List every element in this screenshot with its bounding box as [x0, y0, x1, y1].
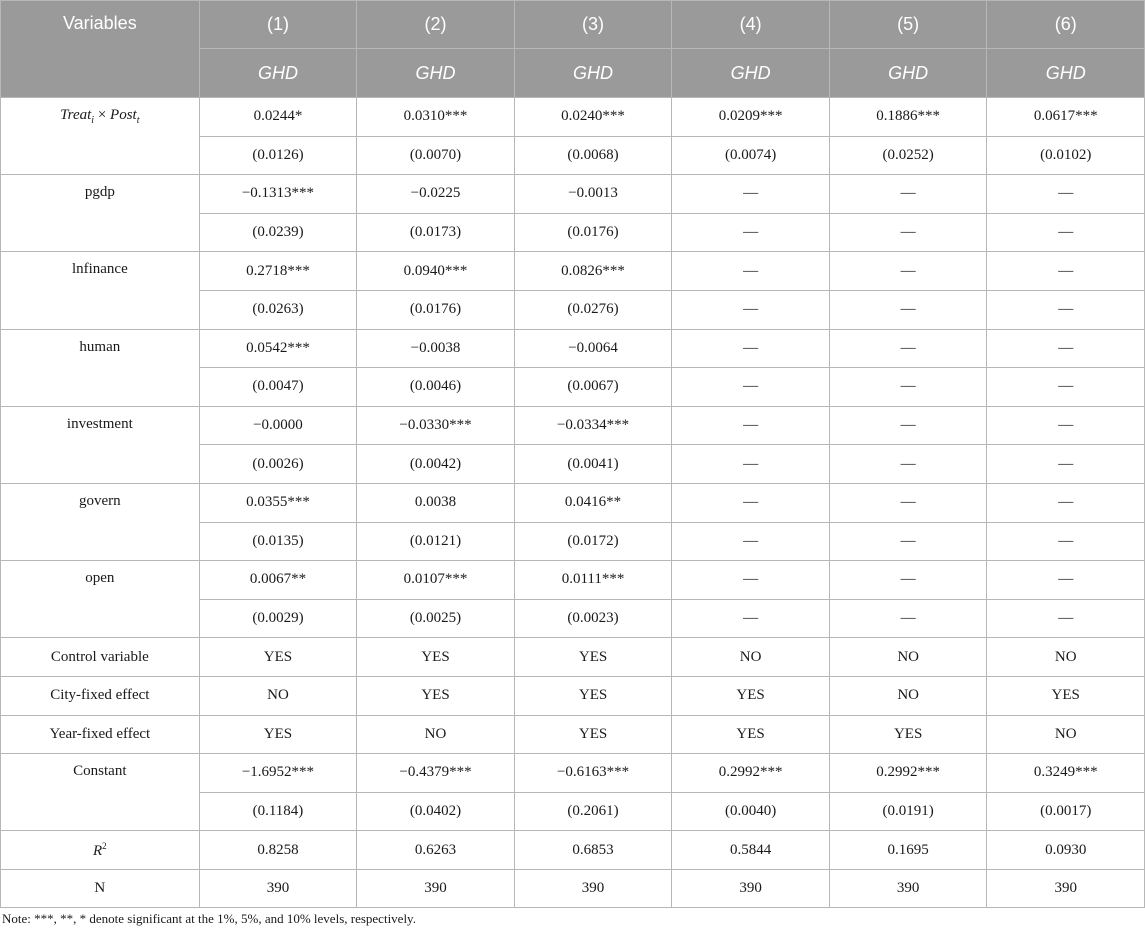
- coef-cell: 0.0826***: [514, 252, 672, 291]
- se-cell: (0.0191): [829, 792, 987, 831]
- se-cell: (0.0176): [357, 290, 515, 329]
- coef-cell: −0.0334***: [514, 406, 672, 445]
- table-row: [1, 561, 1145, 600]
- coef-cell: 0.0542***: [199, 329, 357, 368]
- table-row: [1, 676, 1145, 715]
- se-cell: (0.0040): [672, 792, 830, 831]
- se-cell: —: [987, 599, 1145, 638]
- coef-cell: —: [829, 483, 987, 522]
- coef-cell: —: [672, 561, 830, 600]
- se-cell: —: [829, 599, 987, 638]
- column-header: (1): [199, 1, 357, 49]
- table-row: [1, 869, 1145, 908]
- coef-cell: —: [672, 483, 830, 522]
- coef-cell: 0.0416**: [514, 483, 672, 522]
- coef-cell: −0.6163***: [514, 754, 672, 793]
- coef-cell: 0.0940***: [357, 252, 515, 291]
- value-cell: YES: [987, 676, 1145, 715]
- coef-cell: −1.6952***: [199, 754, 357, 793]
- times-symbol: ×: [94, 107, 111, 123]
- se-cell: (0.0402): [357, 792, 515, 831]
- dependent-variable-header: GHD: [829, 49, 987, 98]
- column-header: (4): [672, 1, 830, 49]
- se-cell: (0.0126): [199, 136, 357, 175]
- coef-cell: −0.0038: [357, 329, 515, 368]
- se-cell: (0.0029): [199, 599, 357, 638]
- se-cell: —: [829, 290, 987, 329]
- coef-cell: —: [987, 175, 1145, 214]
- row-label-control-variable: Control variable: [1, 638, 200, 677]
- value-cell: NO: [672, 638, 830, 677]
- value-cell: YES: [672, 715, 830, 754]
- coef-cell: —: [987, 561, 1145, 600]
- coef-cell: 0.3249***: [987, 754, 1145, 793]
- coef-cell: —: [987, 406, 1145, 445]
- value-cell: 0.6853: [514, 831, 672, 870]
- se-cell: (0.0074): [672, 136, 830, 175]
- row-label-govern: govern: [1, 483, 200, 560]
- dependent-variable-header: GHD: [357, 49, 515, 98]
- table-row: [1, 329, 1145, 368]
- coef-cell: —: [829, 329, 987, 368]
- coef-cell: 0.0111***: [514, 561, 672, 600]
- se-cell: (0.0176): [514, 213, 672, 252]
- se-cell: —: [987, 368, 1145, 407]
- se-cell: —: [829, 445, 987, 484]
- coef-cell: —: [987, 483, 1145, 522]
- row-label-lnfinance: lnfinance: [1, 252, 200, 329]
- se-cell: (0.0046): [357, 368, 515, 407]
- value-cell: 0.8258: [199, 831, 357, 870]
- se-cell: (0.0042): [357, 445, 515, 484]
- se-cell: (0.0017): [987, 792, 1145, 831]
- se-cell: —: [672, 368, 830, 407]
- se-cell: —: [672, 445, 830, 484]
- coef-cell: −0.0000: [199, 406, 357, 445]
- coef-cell: 0.2992***: [829, 754, 987, 793]
- table-row: [1, 715, 1145, 754]
- row-label-treat-post: [1, 98, 200, 175]
- r-superscript: 2: [102, 840, 107, 851]
- se-cell: (0.0135): [199, 522, 357, 561]
- row-label-constant: Constant: [1, 754, 200, 831]
- row-label-open: open: [1, 561, 200, 638]
- table-row: [1, 98, 1145, 137]
- treat-subscript: i: [91, 115, 95, 126]
- value-cell: 0.6263: [357, 831, 515, 870]
- row-label-pgdp: pgdp: [1, 175, 200, 252]
- coef-cell: —: [672, 175, 830, 214]
- se-cell: (0.0025): [357, 599, 515, 638]
- se-cell: —: [672, 522, 830, 561]
- coef-cell: —: [672, 252, 830, 291]
- table-row: [1, 252, 1145, 291]
- value-cell: NO: [199, 676, 357, 715]
- coef-cell: 0.0244*: [199, 98, 357, 137]
- se-cell: —: [672, 599, 830, 638]
- header-row-columns: [1, 1, 1145, 49]
- row-label-city-fixed-effect: City-fixed effect: [1, 676, 200, 715]
- se-cell: —: [987, 290, 1145, 329]
- se-cell: (0.1184): [199, 792, 357, 831]
- value-cell: NO: [987, 715, 1145, 754]
- value-cell: YES: [672, 676, 830, 715]
- value-cell: 0.1695: [829, 831, 987, 870]
- column-header: (2): [357, 1, 515, 49]
- column-header: (3): [514, 1, 672, 49]
- coef-cell: —: [987, 329, 1145, 368]
- coef-cell: 0.0107***: [357, 561, 515, 600]
- coef-cell: 0.2718***: [199, 252, 357, 291]
- se-cell: (0.0070): [357, 136, 515, 175]
- value-cell: 390: [514, 869, 672, 908]
- coef-cell: —: [829, 252, 987, 291]
- value-cell: YES: [199, 638, 357, 677]
- column-header: (6): [987, 1, 1145, 49]
- se-cell: (0.0023): [514, 599, 672, 638]
- coef-cell: 0.0617***: [987, 98, 1145, 137]
- coef-cell: −0.1313***: [199, 175, 357, 214]
- coef-cell: —: [672, 406, 830, 445]
- value-cell: YES: [514, 715, 672, 754]
- se-cell: —: [672, 213, 830, 252]
- value-cell: NO: [987, 638, 1145, 677]
- row-label-n: N: [1, 869, 200, 908]
- se-cell: (0.0041): [514, 445, 672, 484]
- row-label-r-squared: [1, 831, 200, 870]
- dependent-variable-header: GHD: [199, 49, 357, 98]
- post-symbol: Post: [110, 107, 137, 123]
- value-cell: NO: [829, 638, 987, 677]
- value-cell: YES: [357, 676, 515, 715]
- value-cell: NO: [357, 715, 515, 754]
- se-cell: (0.2061): [514, 792, 672, 831]
- coef-cell: —: [829, 406, 987, 445]
- value-cell: 0.5844: [672, 831, 830, 870]
- se-cell: (0.0102): [987, 136, 1145, 175]
- se-cell: (0.0047): [199, 368, 357, 407]
- se-cell: (0.0026): [199, 445, 357, 484]
- value-cell: YES: [829, 715, 987, 754]
- post-subscript: t: [136, 115, 140, 126]
- coef-cell: 0.0038: [357, 483, 515, 522]
- table-row: [1, 754, 1145, 793]
- se-cell: (0.0121): [357, 522, 515, 561]
- se-cell: (0.0263): [199, 290, 357, 329]
- coef-cell: —: [829, 175, 987, 214]
- value-cell: 390: [672, 869, 830, 908]
- value-cell: 390: [357, 869, 515, 908]
- coef-cell: 0.0067**: [199, 561, 357, 600]
- table-row: [1, 483, 1145, 522]
- variables-header: Variables: [1, 1, 200, 98]
- value-cell: NO: [829, 676, 987, 715]
- coef-cell: 0.0310***: [357, 98, 515, 137]
- coef-cell: −0.0330***: [357, 406, 515, 445]
- table-row: [1, 831, 1145, 870]
- row-label-year-fixed-effect: Year-fixed effect: [1, 715, 200, 754]
- coef-cell: −0.0064: [514, 329, 672, 368]
- table-row: [1, 638, 1145, 677]
- value-cell: YES: [357, 638, 515, 677]
- row-label-human: human: [1, 329, 200, 406]
- coef-cell: 0.2992***: [672, 754, 830, 793]
- value-cell: 390: [987, 869, 1145, 908]
- se-cell: —: [829, 368, 987, 407]
- table-note: Note: ***, **, * denote significant at the 1%, 5%, and 10% levels, respectively.: [2, 911, 416, 926]
- coef-cell: 0.1886***: [829, 98, 987, 137]
- se-cell: —: [672, 290, 830, 329]
- r-symbol: R: [93, 842, 103, 859]
- coef-cell: 0.0240***: [514, 98, 672, 137]
- value-cell: 0.0930: [987, 831, 1145, 870]
- coef-cell: −0.0225: [357, 175, 515, 214]
- table-body: [1, 98, 1145, 908]
- se-cell: (0.0173): [357, 213, 515, 252]
- table-header: [1, 1, 1145, 98]
- dependent-variable-header: GHD: [672, 49, 830, 98]
- value-cell: YES: [199, 715, 357, 754]
- coef-cell: 0.0355***: [199, 483, 357, 522]
- se-cell: —: [987, 213, 1145, 252]
- se-cell: —: [829, 213, 987, 252]
- se-cell: —: [987, 445, 1145, 484]
- se-cell: —: [829, 522, 987, 561]
- value-cell: 390: [199, 869, 357, 908]
- se-cell: —: [987, 522, 1145, 561]
- dependent-variable-header: GHD: [987, 49, 1145, 98]
- coef-cell: —: [829, 561, 987, 600]
- se-cell: (0.0068): [514, 136, 672, 175]
- row-label-investment: investment: [1, 406, 200, 483]
- coef-cell: —: [987, 252, 1145, 291]
- se-cell: (0.0239): [199, 213, 357, 252]
- coef-cell: −0.0013: [514, 175, 672, 214]
- se-cell: (0.0276): [514, 290, 672, 329]
- treat-symbol: Treat: [60, 107, 92, 123]
- se-cell: (0.0067): [514, 368, 672, 407]
- value-cell: 390: [829, 869, 987, 908]
- table-row: [1, 406, 1145, 445]
- coef-cell: −0.4379***: [357, 754, 515, 793]
- column-header: (5): [829, 1, 987, 49]
- dependent-variable-header: GHD: [514, 49, 672, 98]
- table-row: [1, 175, 1145, 214]
- se-cell: (0.0172): [514, 522, 672, 561]
- value-cell: YES: [514, 638, 672, 677]
- se-cell: (0.0252): [829, 136, 987, 175]
- coef-cell: 0.0209***: [672, 98, 830, 137]
- coef-cell: —: [672, 329, 830, 368]
- value-cell: YES: [514, 676, 672, 715]
